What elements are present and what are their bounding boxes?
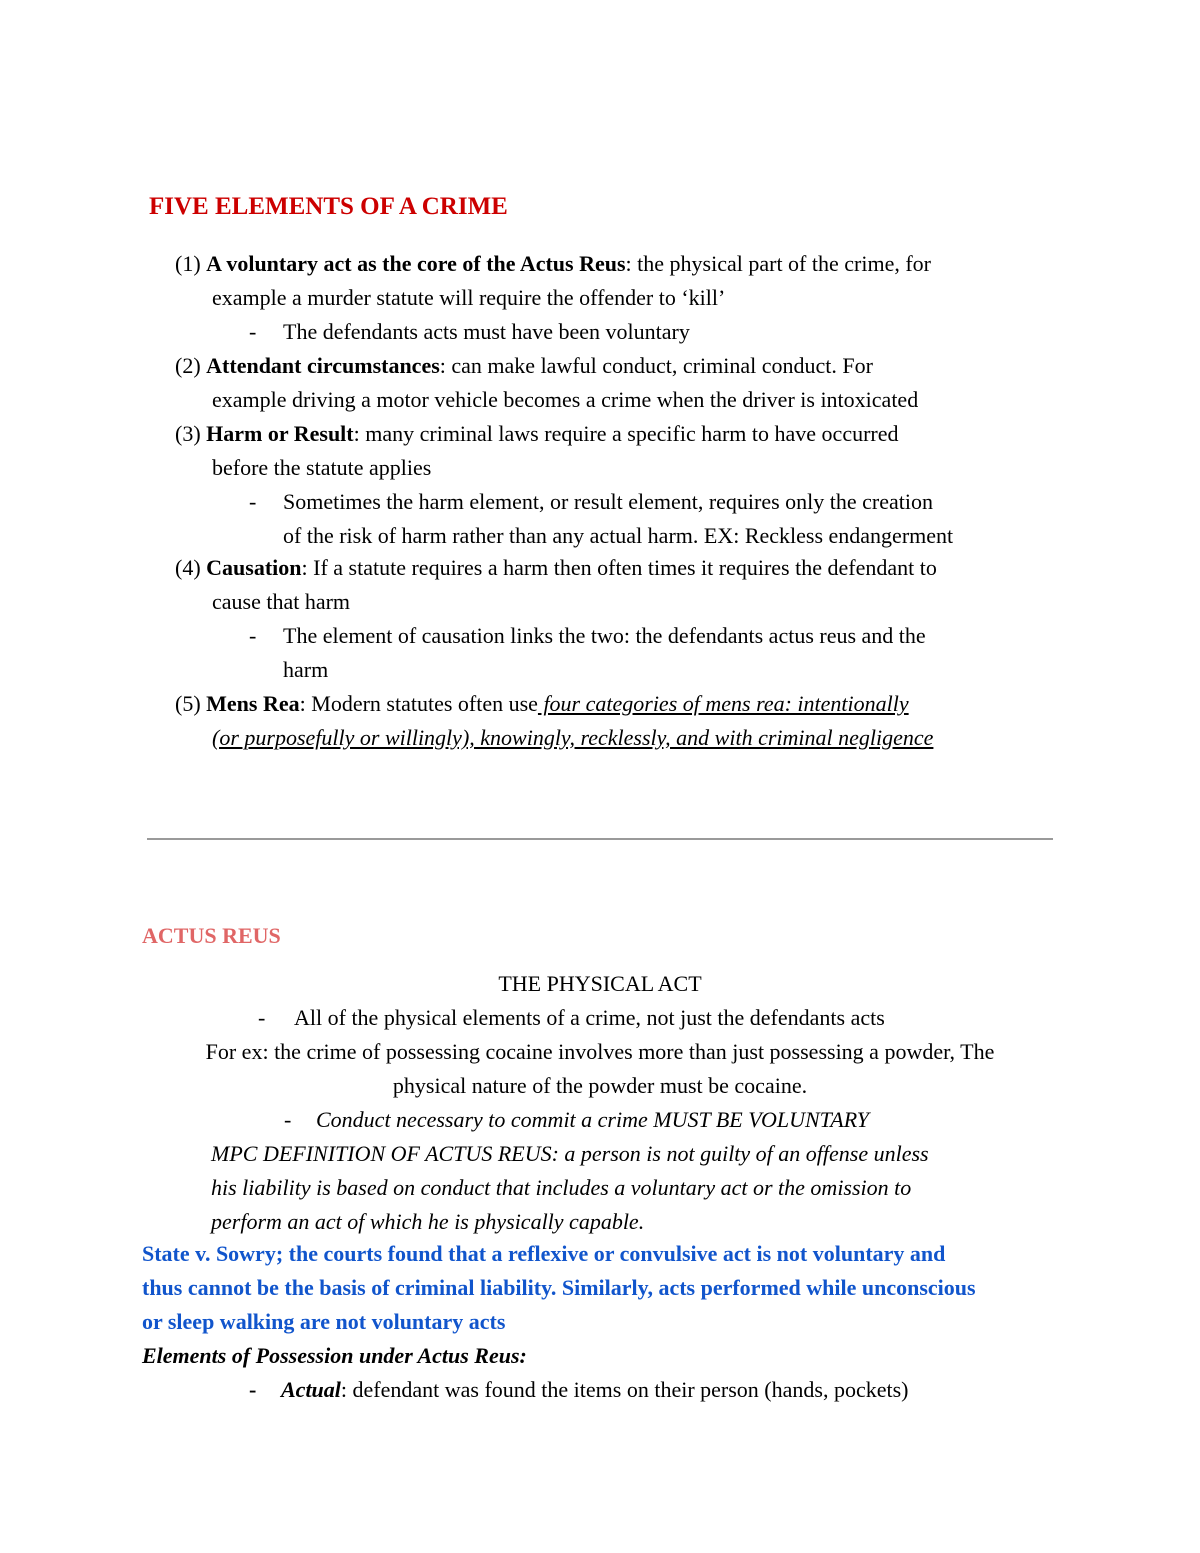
sub-item: Sometimes the harm element, or result element, requires only the creation: [283, 489, 934, 514]
underlined-text: four categories of mens rea: intentionally: [537, 691, 909, 716]
mpc-definition-line-2: his liability is based on conduct that includes a voluntary act or the omission to: [211, 1175, 912, 1200]
item-number: (5): [175, 691, 201, 716]
section-title-actus-reus: ACTUS REUS: [142, 923, 281, 948]
item-text: : If a statute requires a harm then often times it requires the defendant to: [301, 555, 937, 580]
item-term: Harm or Result: [206, 421, 354, 446]
sub-item-cont: of the risk of harm rather than any actual harm. EX: Reckless endangerment: [283, 523, 954, 548]
list-item-5-cont: (or purposefully or willingly), knowingly, recklessly, and with criminal negligence: [212, 725, 934, 750]
sub-item: The defendants acts must have been voluntary: [283, 319, 690, 344]
item-text: : the physical part of the crime, for: [625, 251, 931, 276]
list-item-4-cont: cause that harm: [212, 589, 351, 614]
mpc-definition-line-3: perform an act of which he is physically capable.: [211, 1209, 645, 1234]
mpc-definition-line-1: MPC DEFINITION OF ACTUS REUS: a person is not guilty of an offense unless: [211, 1141, 929, 1166]
list-item-3-cont: before the statute applies: [212, 455, 432, 480]
item-term: Attendant circumstances: [206, 353, 440, 378]
list-item-3: [175, 417, 899, 451]
section-title-five-elements: FIVE ELEMENTS OF A CRIME: [149, 193, 508, 220]
sub-item-cont: harm: [283, 657, 329, 682]
subtitle-physical-act: THE PHYSICAL ACT: [498, 971, 702, 996]
dash-bullet: -: [258, 1005, 266, 1030]
case-note-line-1: State v. Sowry; the courts found that a reflexive or convulsive act is not voluntary and: [142, 1241, 946, 1266]
actual-text: : defendant was found the items on their person (hands, pockets): [340, 1377, 909, 1402]
horizontal-rule: [147, 838, 1053, 840]
list-item-2-cont: example driving a motor vehicle becomes a crime when the driver is intoxicated: [212, 387, 919, 412]
list-item-4: [175, 551, 937, 585]
dash-bullet: -: [284, 1107, 292, 1132]
example-line-2: physical nature of the powder must be cocaine.: [392, 1073, 808, 1098]
item-term: A voluntary act as the core of the Actus Reus: [206, 251, 626, 276]
item-text: : many criminal laws require a specific harm to have occurred: [353, 421, 899, 446]
dash-bullet: -: [249, 1377, 257, 1402]
item-number: (3): [175, 421, 201, 446]
sub-item: The element of causation links the two: the defendants actus reus and the: [283, 623, 926, 648]
case-note-line-3: or sleep walking are not voluntary acts: [142, 1309, 506, 1334]
possession-actual: [281, 1373, 908, 1407]
example-line-1: For ex: the crime of possessing cocaine involves more than just possessing a powder, The: [205, 1039, 995, 1064]
bullet-physical-elements: All of the physical elements of a crime, not just the defendants acts: [294, 1005, 885, 1030]
item-number: (4): [175, 555, 201, 580]
actual-term: Actual: [281, 1377, 341, 1402]
item-text: : can make lawful conduct, criminal conduct. For: [439, 353, 873, 378]
list-item-2: [175, 349, 873, 383]
list-item-5: [175, 687, 909, 721]
item-number: (2): [175, 353, 201, 378]
list-item-1-cont: example a murder statute will require the offender to ‘kill’: [212, 285, 726, 310]
item-number: (1): [175, 251, 201, 276]
dash-bullet: -: [249, 489, 257, 514]
italic-bullet-voluntary: Conduct necessary to commit a crime MUST BE VOLUNTARY: [316, 1107, 869, 1132]
list-item-1: [175, 247, 931, 281]
dash-bullet: -: [249, 623, 257, 648]
possession-heading: Elements of Possession under Actus Reus:: [142, 1343, 527, 1368]
dash-bullet: -: [249, 319, 257, 344]
item-term: Mens Rea: [206, 691, 300, 716]
item-term: Causation: [206, 555, 302, 580]
case-note-line-2: thus cannot be the basis of criminal liability. Similarly, acts performed while unconscious: [142, 1275, 976, 1300]
item-text: : Modern statutes often use: [299, 691, 538, 716]
